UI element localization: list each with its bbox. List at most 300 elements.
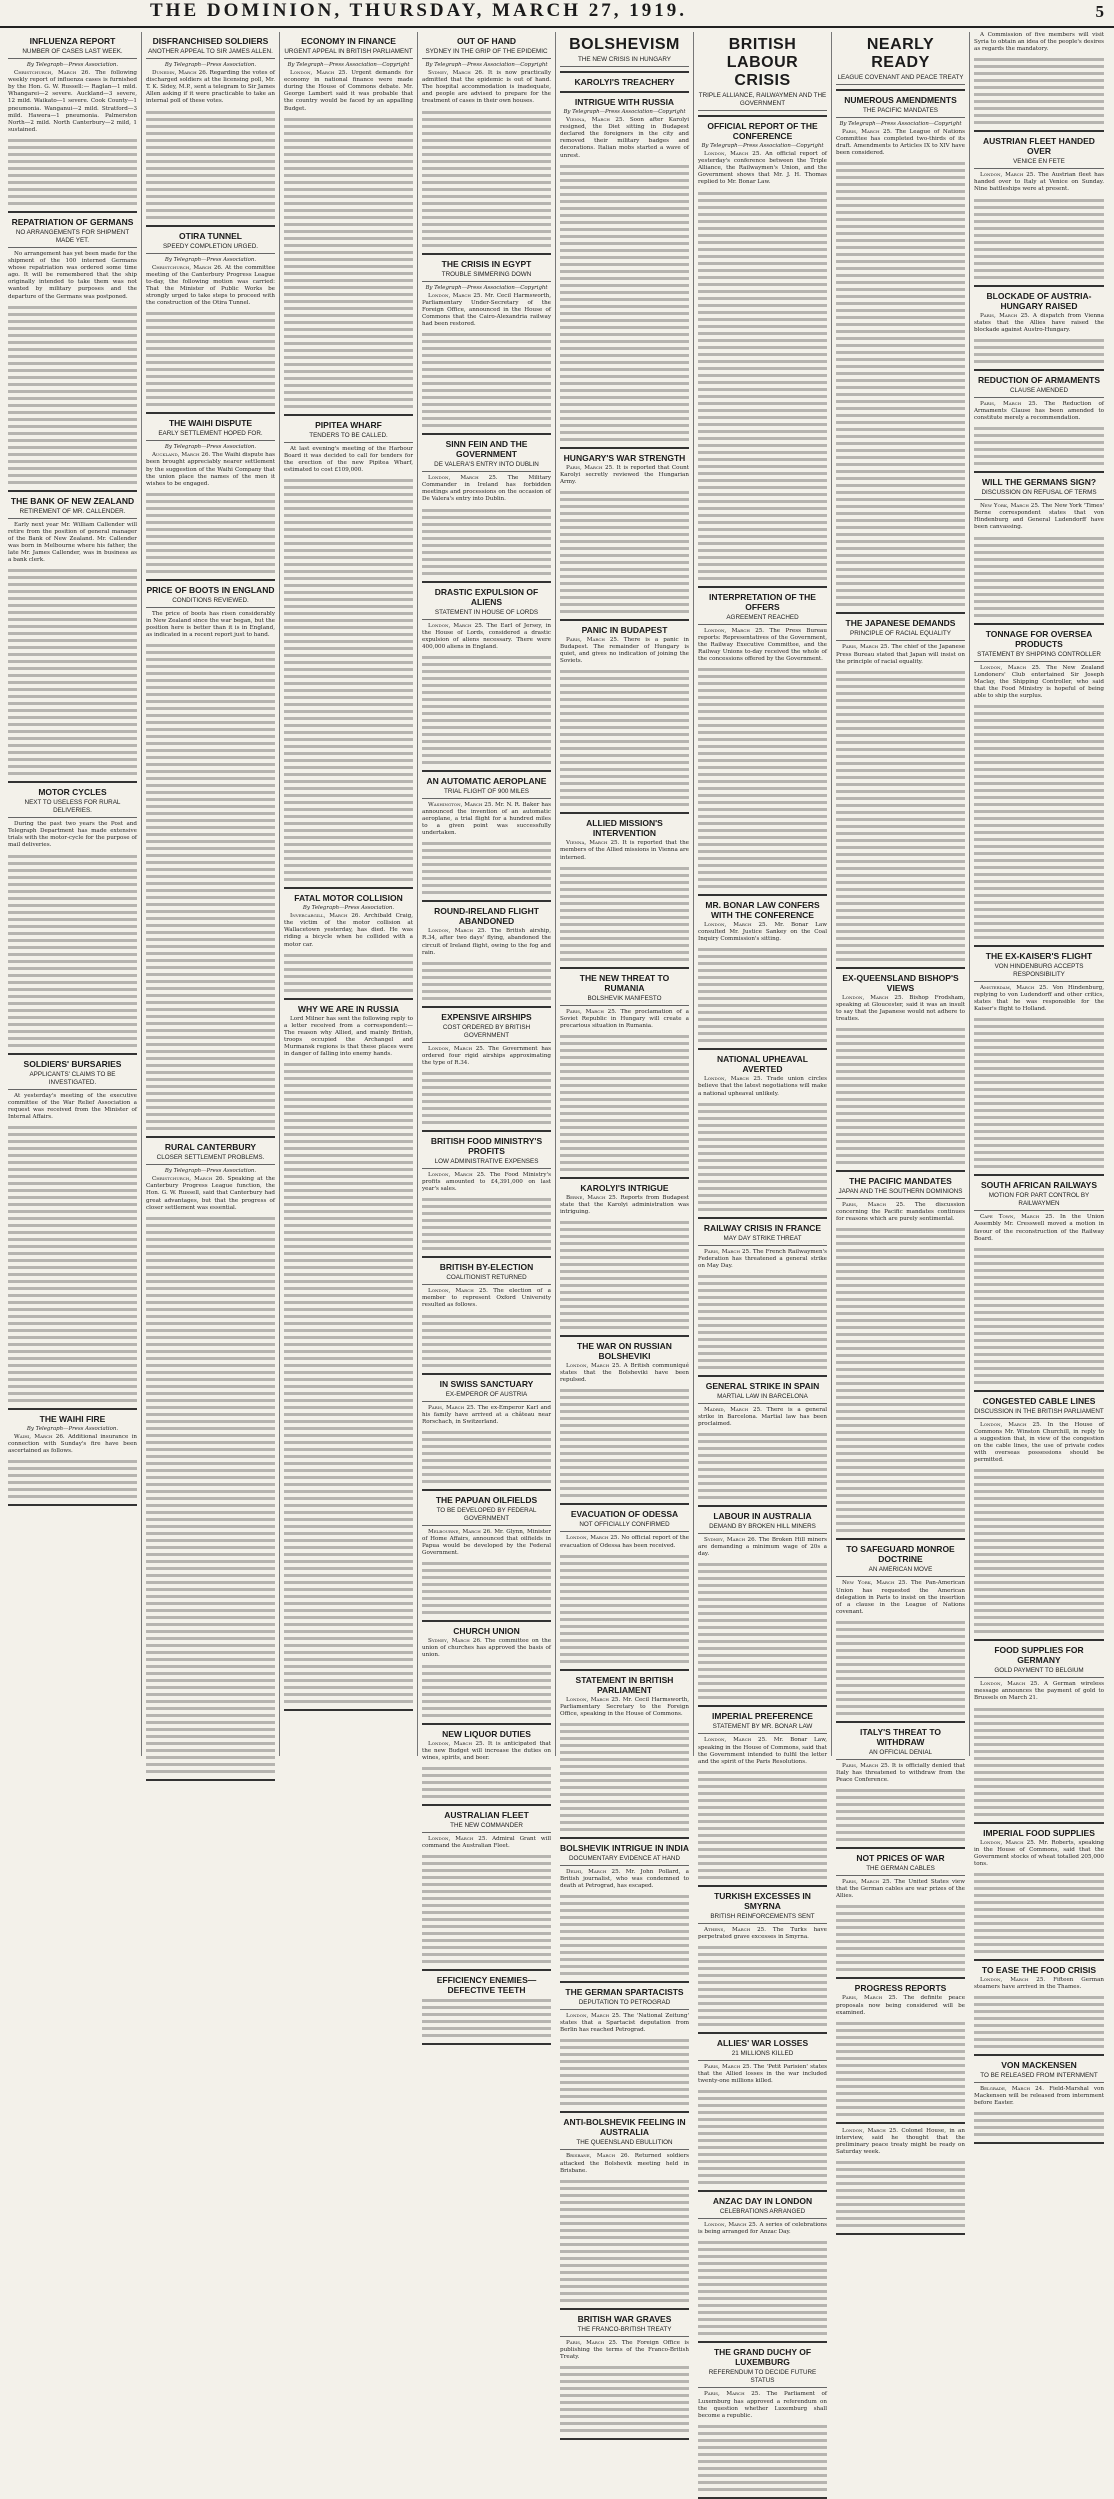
article-dateline: Madrid, March 25. (704, 1406, 767, 1413)
article-divider (422, 770, 551, 772)
article (284, 36, 413, 416)
article-text-continuation (560, 1721, 689, 1833)
article-headline: PROGRESS REPORTS (854, 1983, 947, 1994)
article-dateline: London, March 25. (428, 928, 491, 935)
article-text-continuation (698, 1273, 827, 1371)
article (836, 1727, 965, 1849)
article-dateline: London, March 25. (566, 1363, 624, 1370)
article-divider (422, 2043, 551, 2045)
article-subheading: ANOTHER APPEAL TO SIR JAMES ALLEN. (146, 48, 275, 59)
article-dateline: Belgrade, March 24. (980, 2086, 1050, 2093)
article-text: Mr. John Pollard, a British journalist, who was condemned to death at Petrograd, has escaped. (560, 1868, 689, 1890)
article-text: The British airship, R.34, after two days' flying, abandoned the circuit of Ireland flight, owing to the fog and rain. (422, 928, 551, 956)
article-text: The Food Ministry's profits amounted to £4,391,000 on last year's sales. (422, 1172, 551, 1193)
article-byline: By Telegraph—Press Association—Copyright (425, 62, 548, 68)
article-body (560, 1009, 689, 1030)
article-headline: KAROLYI'S TREACHERY (574, 77, 675, 87)
article-divider (560, 1335, 689, 1337)
article (560, 97, 689, 449)
article-subheading: AGREEMENT REACHED (698, 614, 827, 625)
article-divider (698, 1048, 827, 1050)
article-body (698, 1249, 827, 1270)
article-text-continuation (8, 567, 137, 777)
article-text: There is a panic in Budapest. The remainder of Hungary is quiet, and gives no indication of joining the Soviets. (560, 636, 690, 665)
article-subheading: DE VALERA'S ENTRY INTO DUBLIN (422, 461, 551, 472)
article (698, 1711, 827, 1886)
article-headline: CONGESTED CABLE LINES (982, 1395, 1096, 1406)
article-headline: DISFRANCHISED SOLDIERS (152, 36, 269, 46)
article-text: Mr. N. R. Baker has announced the invention of an automatic aeroplane, a trial flight for a hundred miles to a given point was successfully undertaken. (422, 801, 552, 837)
article-divider (974, 1822, 1104, 1824)
article-divider (284, 998, 413, 1000)
article-divider (974, 2142, 1104, 2144)
article (560, 36, 689, 73)
article-dateline: London, March 25. (290, 70, 352, 77)
masthead (0, 0, 1114, 28)
article-body (974, 401, 1104, 422)
article-subheading: REFERENDUM TO DECIDE FUTURE STATUS (698, 2369, 827, 2388)
article-subheading: THE NEW COMMANDER (422, 1822, 551, 1833)
article (422, 587, 551, 772)
article-divider (422, 900, 551, 902)
article-byline: By Telegraph—Press Association—Copyright (701, 143, 824, 149)
article-divider (974, 623, 1104, 625)
article-text-continuation (560, 489, 689, 615)
article-headline: FOOD SUPPLIES FOR GERMANY (994, 1645, 1084, 1666)
article-divider (698, 115, 827, 117)
article-dateline: Invercargill, March 26. (290, 913, 365, 920)
article (698, 1054, 827, 1218)
article (698, 2347, 827, 2498)
article (560, 625, 689, 814)
article-body (422, 1638, 551, 1659)
article-body (698, 2222, 827, 2236)
article-divider (560, 1669, 689, 1671)
article-subheading: AN AMERICAN MOVE (836, 1566, 965, 1577)
article-text-continuation (146, 1215, 275, 1775)
article-byline: By Telegraph—Press Association—Copyright (287, 62, 410, 68)
article-headline: FATAL MOTOR COLLISION (294, 893, 403, 904)
article-headline: GENERAL STRIKE IN SPAIN (705, 1380, 820, 1391)
article (8, 496, 137, 784)
article-text: The Broken Hill miners are demanding a minimum wage of 20s a day. (698, 1537, 827, 1558)
article-headline: ANTI-BOLSHEVIK FEELING IN AUSTRALIA (563, 2117, 686, 2138)
article (698, 900, 827, 1050)
article-headline: THE WAIHI DISPUTE (168, 418, 253, 429)
article (974, 375, 1104, 473)
article-dateline: Paris, March 25. (566, 636, 624, 643)
article-divider (560, 2308, 689, 2310)
article-dateline: Amsterdam, March 25. (980, 984, 1053, 991)
article-body (974, 313, 1104, 334)
article-dateline: Paris, March 25. (842, 644, 892, 651)
article-dateline: London, March 25. (980, 664, 1047, 671)
article-headline: INTERPRETATION OF THE OFFERS (709, 591, 816, 612)
article-headline: OUT OF HAND (456, 36, 517, 46)
article (560, 77, 689, 93)
article-subheading: VON HINDENBURG ACCEPTS RESPONSIBILITY (974, 963, 1104, 982)
article-headline: BRITISH LABOUR CRISIS (726, 36, 799, 89)
article-divider (8, 490, 137, 492)
article-body (284, 70, 413, 113)
article-dateline: London, March 25. (704, 627, 770, 634)
article-divider (8, 1504, 137, 1506)
article-headline: THE PAPUAN OILFIELDS (435, 1494, 538, 1505)
article-headline: PIPITEA WHARF (315, 419, 382, 430)
article-text-continuation (974, 56, 1104, 126)
article-text: The election of a member to represent Oxford University resulted as follows. (422, 1288, 551, 1309)
article-text-continuation (698, 2088, 827, 2186)
article-text: The Earl of Jersey, in the House of Lords, considered a drastic expulsion of aliens necessary. There were 400,000 aliens in England. (422, 622, 551, 650)
article-divider (836, 1721, 965, 1723)
article-body (974, 1214, 1104, 1242)
article-dateline: London, March 25. (704, 1076, 767, 1083)
article-subheading: URGENT APPEAL IN BRITISH PARLIAMENT (284, 48, 413, 59)
article-divider (284, 414, 413, 416)
article-dateline: London, March 25. (428, 1045, 489, 1052)
article-dateline: Auckland, March 26. (152, 452, 213, 459)
article-body (974, 172, 1104, 193)
article-divider (560, 2111, 689, 2113)
article-text: In the House of Commons Mr. Winston Churchill, in reply to a suggestion that, in view of the congestion on the cable lines, the use of private codes with overseas possessions should be permitted. (974, 1421, 1105, 1464)
article-text-continuation (8, 304, 137, 486)
article-headline: BOLSHEVIK INTRIGUE IN INDIA (560, 1842, 689, 1853)
article-body (560, 1535, 689, 1549)
article (836, 1853, 965, 1979)
article-text-continuation (836, 2159, 965, 2229)
article-divider (422, 1804, 551, 1806)
article-text: Mr. Cecil Harmsworth, Parliamentary Under-Secretary of the Foreign Office, announced in the House of Commons that the Cairo-Alexandria railway had been restored. (422, 292, 551, 328)
article-text: Mr. Bonar Law, speaking in the House of Commons, said that the Government intended to fulfil the letter and the spirit of the Paris Resolutions. (698, 1737, 827, 1765)
article-headline: ALLIED MISSION'S INTERVENTION (586, 818, 663, 839)
article-headline: ECONOMY IN FINANCE (301, 36, 396, 46)
article-body (974, 1422, 1104, 1465)
article-body (560, 2340, 689, 2361)
article-headline: VON MACKENSEN (1001, 2060, 1077, 2071)
article-divider (422, 1723, 551, 1725)
article-body (698, 2064, 827, 2085)
article-byline: By Telegraph—Press Association. (164, 1168, 257, 1175)
article-byline: By Telegraph—Press Association. (164, 444, 257, 451)
article-divider (698, 2032, 827, 2034)
article-headline: KAROLYI'S INTRIGUE (580, 1182, 669, 1193)
article-text-continuation (422, 654, 551, 766)
article-text: The following weekly report of influenza cases is furnished by the Hon. G. W. Russell:— Raglan—1 mild. Whangarei—2 severe. Auckland—3 severe, 12 mild. Waikato—1 severe. Cook County—1 pneumonia. Wanganui—2 mild. Stratford—3 mild. Hawera—1 pneumonia. Palmerston North—2 mild. North Canterbury—2 mild, 1 sustained. (8, 70, 137, 133)
column-7 (832, 32, 970, 2155)
article-body (284, 913, 413, 948)
article-text-continuation (836, 1619, 965, 1717)
article (284, 893, 413, 1000)
article-divider (560, 2438, 689, 2440)
article-text-continuation (422, 1070, 551, 1126)
article-subheading: GOLD PAYMENT TO BELGIUM (974, 1667, 1104, 1678)
article-byline: By Telegraph—Press Association. (26, 62, 119, 68)
article-text: Regarding the votes of discharged soldiers at the licensing poll, Mr. T. K. Sidey, M.P., sent a telegram to Sir James Allen asking if it were practicable to take an internal poll of these votes. (146, 70, 275, 105)
article-dateline: Paris, March 25. (842, 1995, 904, 2002)
article-text-continuation (422, 1560, 551, 1616)
article (974, 951, 1104, 1176)
article-text: Lord Milner has sent the following reply to a letter received from a correspondent:— The reason why Allied, and mainly British, troops occupied the Archangel and Murmansk regions is that these places were in danger of falling into enemy hands. (284, 1015, 413, 1058)
article-subheading: BRITISH REINFORCEMENTS SENT (698, 1913, 827, 1924)
article (422, 1012, 551, 1132)
article-text: A series of celebrations is being arranged for Anzac Day. (698, 2222, 827, 2236)
article-body (422, 928, 551, 956)
article-headline: ITALY'S THREAT TO WITHDRAW (859, 1726, 942, 1747)
article-divider (974, 1639, 1104, 1641)
article (560, 1183, 689, 1337)
article-dateline: London, March 25. (428, 1172, 490, 1178)
article (422, 1262, 551, 1374)
article-text: No arrangement has yet been made for the shipment of the 100 interned Germans whose repatriation was ordered some time ago. It will be remembered that the ship originally intended to take them was not wanted by military purposes and the departure of the Germans was postponed. (8, 250, 137, 300)
column-4 (418, 32, 556, 1995)
article-text-continuation (8, 853, 137, 1049)
article-text-continuation (974, 1871, 1104, 1955)
article-body (560, 465, 689, 486)
article-divider (836, 1538, 965, 1540)
article-text-continuation (8, 1458, 137, 1500)
article-divider (560, 71, 689, 73)
article-divider (146, 225, 275, 227)
article-divider (8, 1408, 137, 1410)
article-dateline: London, March 25. (842, 2127, 902, 2134)
article-headline: MR. BONAR LAW CONFERS WITH THE CONFERENCE (705, 900, 820, 921)
article-dateline: London, March 25. (428, 622, 487, 629)
article-text: The Government has ordered four rigid airships approximating the type of R.34. (422, 1045, 551, 1066)
article-divider (698, 1505, 827, 1507)
article-headline: IN SWISS SANCTUARY (439, 1378, 534, 1389)
article-body (146, 1176, 275, 1211)
article-subheading: NOT OFFICIALLY CONFIRMED (560, 1521, 689, 1532)
article-headline: SOUTH AFRICAN RAILWAYS (980, 1180, 1098, 1191)
newspaper-columns (4, 32, 1110, 2419)
article-text-continuation (422, 331, 551, 429)
article-dateline: Paris, March 25. (842, 1879, 895, 1886)
article-subheading: EARLY SETTLEMENT HOPED FOR. (146, 430, 275, 441)
article-body (974, 985, 1104, 1013)
article-dateline: Paris, March 25. (980, 400, 1045, 407)
article-subheading: LEAGUE COVENANT AND PEACE TREATY (836, 74, 965, 85)
article-text: The definite peace proposals now being considered will be examined. (836, 1995, 966, 2016)
article-dateline: Paris, March 25. (428, 1404, 478, 1411)
article-body (836, 1879, 965, 1900)
article-text-continuation (698, 1769, 827, 1881)
article-text: Urgent demands for economy in national finance were made during the House of Commons debate. Mr. George Lambert said it was probable that the country would be faced by an appalling Budget. (284, 70, 413, 112)
article-text: In the Union Assembly Mr. Cresswell moved a motion in favour of the reconstruction of the Railway Board. (974, 1214, 1104, 1242)
article-headline: PANIC IN BUDAPEST (581, 624, 668, 635)
article-text-continuation (560, 2037, 689, 2107)
article-divider (974, 369, 1104, 371)
article-subheading: THE QUEENSLAND EBULLITION (560, 2139, 689, 2150)
article-dateline: London, March 25. (428, 1835, 493, 1842)
article-dateline: London, March 25. (980, 1681, 1045, 1688)
article-headline: RURAL CANTERBURY (164, 1142, 257, 1153)
article-subheading: TENDERS TO BE CALLED. (284, 432, 413, 443)
article-subheading: TRIAL FLIGHT OF 900 MILES (422, 788, 551, 799)
article-divider (146, 412, 275, 414)
article-headline: ALLIES' WAR LOSSES (716, 2038, 809, 2048)
article-text-continuation (974, 197, 1104, 281)
article-body (422, 1529, 551, 1557)
article-dateline: London, March 25. (980, 1839, 1039, 1846)
article-dateline: Paris, March 25. (566, 464, 617, 471)
article-body (422, 1836, 551, 1850)
article-body (422, 1288, 551, 1309)
article-body (560, 1363, 689, 1384)
article-dateline: Brisbane, March 26. (566, 2153, 635, 2160)
article (422, 259, 551, 436)
article-subheading: THE NEW CRISIS IN HUNGARY (560, 56, 689, 67)
article-text-continuation (836, 2020, 965, 2118)
article-divider (698, 1885, 827, 1887)
article-byline: By Telegraph—Press Association—Copyright (839, 121, 962, 127)
article-dateline: Paris, March 25. (842, 1762, 892, 1769)
article-text: The League of Nations Committee has completed two-thirds of its draft. Amendments to Articles IX to XIV have been considered. (836, 129, 965, 157)
column-3 (280, 32, 418, 1756)
article-body (698, 628, 827, 663)
article-divider (974, 285, 1104, 287)
article-divider (560, 967, 689, 969)
article-dateline: London, March 25. (428, 1740, 488, 1747)
article-text-continuation (698, 1944, 827, 2028)
article-divider (698, 2341, 827, 2343)
article-text-continuation (560, 668, 689, 808)
article-text: The New Zealand Londoners' Club entertained Sir Joseph Maclay, the Shipping Controller, who said that the Food Ministry is hopeful of being able to ship the surplus. (974, 664, 1104, 699)
column-6 (694, 32, 832, 2419)
article-headline: DRASTIC EXPULSION OF ALIENS (434, 586, 539, 607)
article-headline: BLOCKADE OF AUSTRIA-HUNGARY RAISED (986, 290, 1092, 311)
article-text: The Turks have perpetrated grave excesses in Smyrna. (698, 1926, 827, 1940)
article-text: The Reduction of Armaments Clause has been amended to constitute merely a recommendation. (974, 400, 1104, 422)
article-subheading: MARTIAL LAW IN BARCELONA (698, 1393, 827, 1404)
article-dateline: Christchurch, March 26. (152, 264, 226, 271)
article-dateline: Delhi, March 25. (566, 1868, 626, 1875)
article-text-continuation (284, 477, 413, 883)
article-dateline: New York, March 25. (980, 503, 1042, 510)
article-dateline: Dunedin, March 26. (152, 70, 210, 77)
article-text-continuation (698, 1561, 827, 1701)
article-body (146, 452, 275, 487)
article-text-continuation (422, 1313, 551, 1369)
article-text: An official report of yesterday's conference between the Triple Alliance, the Railwaymen's Union, and the Government shows that Mr. J. H. Thomas replied to Mr. Bonar Law. (698, 151, 827, 186)
article-byline: By Telegraph—Press Association. (164, 256, 257, 263)
article (560, 973, 689, 1179)
article-text: There is a general strike in Barcelona. Martial law has been proclaimed. (698, 1406, 827, 1428)
article (560, 2314, 689, 2440)
article-body (560, 2013, 689, 2034)
article-text: Mr. Cecil Harmsworth, Parliamentary Secretary to the Foreign Office, speaking in the House of Commons. (560, 1696, 689, 1717)
article-divider (146, 579, 275, 581)
article-body (8, 1093, 137, 1121)
article-subheading: CELEBRATIONS ARRANGED (698, 2208, 827, 2219)
article-dateline: Vienna, March 25. (566, 117, 630, 124)
article-text: The 'Petit Parisien' states that the Allied losses in the war included twenty-one millions killed. (698, 2064, 827, 2085)
article-dateline: Paris, March 25. (704, 2064, 754, 2070)
article-dateline: Sydney, March 26. (428, 1638, 485, 1645)
article-text-continuation (698, 946, 827, 1044)
article-headline: THE WAR ON RUSSIAN BOLSHEVIKI (577, 1341, 672, 1362)
article-headline: NOT PRICES OF WAR (856, 1853, 945, 1864)
article-text-continuation (974, 337, 1104, 365)
article-body (698, 2391, 827, 2419)
article-text-continuation (560, 1893, 689, 1977)
article-text-continuation (560, 865, 689, 963)
article-headline: ANZAC DAY IN LONDON (712, 2196, 813, 2207)
article-dateline: Paris, March 25. (566, 1008, 621, 1015)
article-headline: HUNGARY'S WAR STRENGTH (563, 452, 686, 463)
article-subheading: NUMBER OF CASES LAST WEEK. (8, 48, 137, 59)
article-divider (422, 1489, 551, 1491)
article-subheading: DOCUMENTARY EVIDENCE AT HAND (560, 1855, 689, 1866)
article-headline: REDUCTION OF ARMAMENTS (978, 374, 1100, 385)
article-subheading: THE GERMAN CABLES (836, 1865, 965, 1876)
article (422, 439, 551, 582)
article-dateline: London, March 25. (566, 2013, 624, 2020)
article-divider (836, 1847, 965, 1849)
article-dateline: Paris, March 25. (842, 1202, 915, 1209)
article-body (422, 1405, 551, 1426)
article (422, 1810, 551, 1971)
article-text-continuation (836, 1903, 965, 1973)
article-headline: EFFICIENCY ENEMIES—DEFECTIVE TEETH (436, 1974, 537, 1995)
article (560, 1675, 689, 1839)
article-body (698, 1737, 827, 1765)
article-text: The ex-Emperor Karl and his family have arrived at a château near Rorschach, in Switzerland. (422, 1404, 551, 1425)
article-text: It is reported that the members of the Allied missions in Vienna are interned. (560, 840, 689, 861)
article (146, 418, 275, 581)
article-text: The Military Commander in Ireland has forbidden meetings and processions on the occasion of De Valera's entry into Dublin. (422, 475, 552, 503)
article-text: The proclamation of a Soviet Republic in Hungary will create a precarious situation in Rumania. (560, 1008, 690, 1029)
article-subheading: RETIREMENT OF MR. CALLENDER. (8, 508, 137, 519)
article-divider (146, 1779, 275, 1781)
article (836, 2128, 965, 2235)
article-divider (560, 1503, 689, 1505)
article (146, 585, 275, 1138)
article-body (8, 522, 137, 565)
article-divider (422, 1373, 551, 1375)
article-text-continuation (422, 1853, 551, 1965)
article-text: It is reported that Count Karolyi secretly reviewed the Hungarian Army. (560, 464, 689, 485)
article-divider (422, 1130, 551, 1132)
article-headline: BOLSHEVISM (569, 36, 680, 53)
article-text-continuation (284, 116, 413, 410)
article-dateline: Christchurch, March 26. (14, 70, 96, 77)
article-text: At yesterday's meeting of the executive committee of the War Relief Association a request was received from the Minister of Internal Affairs. (8, 1092, 137, 1120)
article (422, 1975, 551, 2045)
article-text-continuation (560, 1553, 689, 1665)
article (422, 1495, 551, 1622)
article-divider (422, 581, 551, 583)
article-text: No official report of the evacuation of Odessa has been received. (560, 1535, 689, 1549)
article-subheading: PRINCIPLE OF RACIAL EQUALITY (836, 630, 965, 641)
article-subheading: VENICE EN FETE (974, 158, 1104, 169)
article (284, 420, 413, 889)
article-text: Mr. Roberts, speaking in the House of Commons, said that the Government stocks of wheat totalled 205,000 tons. (974, 1839, 1104, 1867)
article-divider (422, 433, 551, 435)
article-dateline: London, March 25. (428, 292, 485, 299)
article-body (422, 802, 551, 837)
article-divider (698, 586, 827, 588)
article-subheading: STATEMENT BY SHIPPING CONTROLLER (974, 651, 1104, 662)
article-headline: TONNAGE FOR OVERSEA PRODUCTS (985, 628, 1093, 649)
article-text: The price of boots has risen considerably in New Zealand since the war began, but the position here is better than it is in England, as indicated in a recent report just to hand. (146, 610, 275, 639)
article (560, 1843, 689, 1983)
article-headline: IMPERIAL FOOD SUPPLIES (983, 1827, 1095, 1838)
article-body (422, 70, 551, 105)
article-subheading: TRIPLE ALLIANCE, RAILWAYMEN AND THE GOVERNMENT (698, 92, 827, 111)
article-text-continuation (974, 1016, 1104, 1170)
article-dateline: London, March 25. (980, 1421, 1048, 1428)
article-dateline: London, March 25. (566, 1696, 623, 1703)
